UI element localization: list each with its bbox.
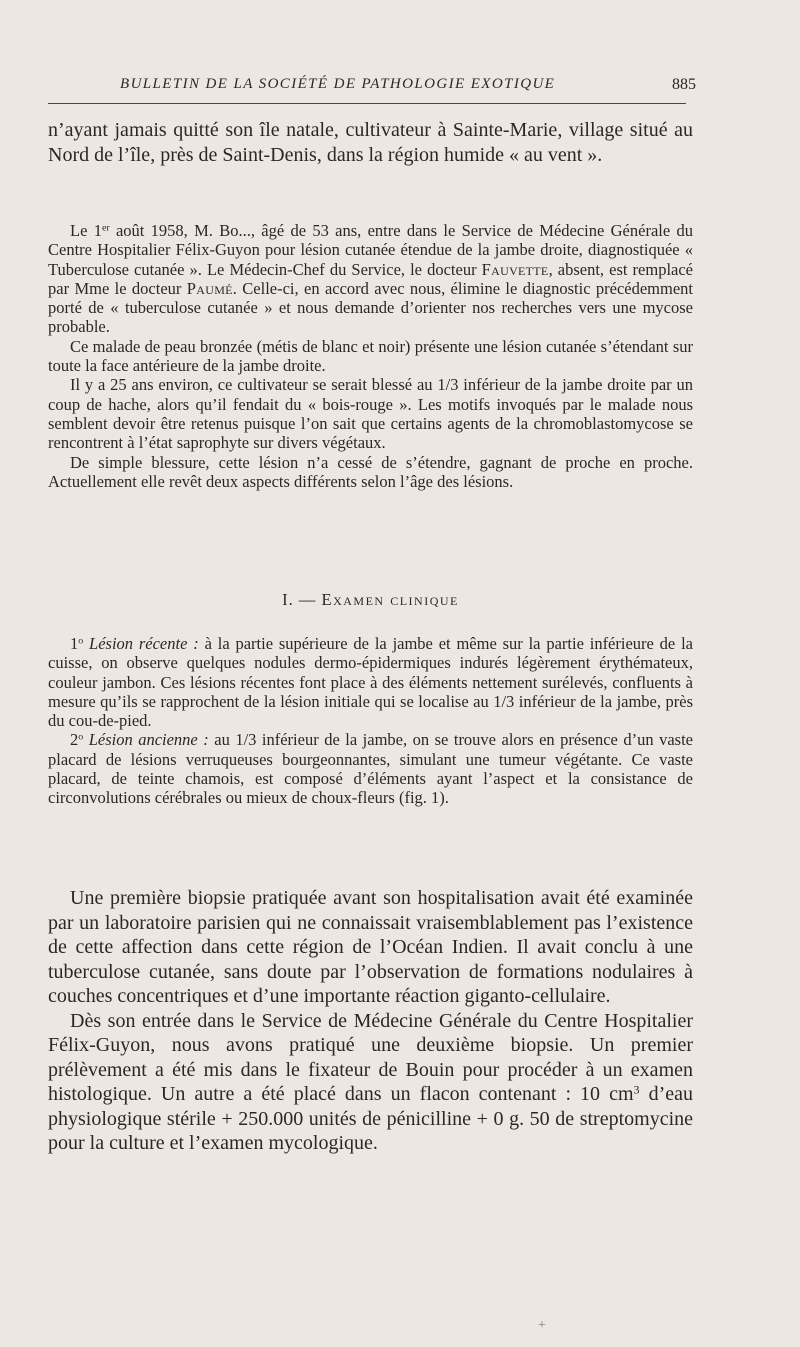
- page-number: 885: [672, 76, 696, 93]
- case-paragraph-4: De simple blessure, cette lésion n’a cessé de s’étendre, gagnant de proche en proche. Actuellement elle revêt deux aspects différents selon l’âge des lésions.: [48, 452, 693, 491]
- biopsy-paragraph-1: Une première biopsie pratiquée avant son hospitalisation avait été examinée par un laboratoire parisien qui ne connaissait vraisemblablement pas l’existence de cette affection dans cette région de l’Océan Indien. Il avait conclu à une tuberculose cutanée, sans doute par l’observation de formations nodulaires à couches concentriques et d’une importante réaction giganto-cellulaire.: [48, 887, 693, 1007]
- biopsy-paragraph-2: Dès son entrée dans le Service de Médecine Générale du Centre Hospitalier Félix-Guyon, nous avons pratiqué une deuxième biopsie. Un premier prélèvement a été mis dans le fixateur de Bouin pour procéder à un examen histologique. Un autre a été placé dans un flacon contenant : 10 $cm^3$ d’eau physiologique stérile + 250.000 unités de pénicilline + 0 g. 50 de streptomycine pour la culture et l’examen mycologique.: [48, 1009, 694, 1154]
- lesion-label: Lésion ancienne :: [88, 730, 209, 750]
- journal-title: BULLETIN DE LA SOCIÉTÉ DE PATHOLOGIE EXOTIQUE: [120, 76, 556, 92]
- clinical-exam: [48, 634, 693, 808]
- cubic-superscript: 3: [633, 1082, 640, 1097]
- case-description: [48, 221, 693, 491]
- section-heading: [48, 590, 693, 610]
- lesion-recent-paragraph: 1$^o$ Lésion récente : à la partie supérieure de la jambe et même sur la partie inférieure de la cuisse, on observe quelques nodules dermo-épidermiques indurés légèrement érythémateux, couleur jambon. Ces lésions récentes font place à des éléments nettement surélevés, confluents à mesure qu’ils se rapprochent de la lésion initiale qui se localise au 1/3 inférieur de la jambe, près du cou-de-pied.: [48, 634, 694, 731]
- header-rule: [48, 103, 686, 104]
- continuation-paragraph: [48, 118, 693, 167]
- lesion-label: Lésion récente :: [89, 634, 199, 653]
- case-paragraph-1: Le 1er août 1958, M. Bo..., âgé de 53 ans, entre dans le Service de Médecine Générale du Centre Hospitalier Félix-Guyon pour lésion cutanée étendue de la jambe droite, diagnostiquée « Tuberculose cutanée ». Le Médecin-Chef du Service, le docteur Fauvette, absent, est remplacé par Mme le docteur Paumé. Celle-ci, en accord avec nous, élimine le diagnostic précédemment porté de « tuberculose cutanée » et nous demande d’orienter nos recherches vers une mycose probable.: [48, 221, 694, 337]
- continuation-text: n’ayant jamais quitté son île natale, cultivateur à Sainte-Marie, village situé au Nord de l’île, près de Saint-Denis, dans la région humide « au vent ».: [48, 119, 693, 166]
- section-title: Examen clinique: [321, 590, 459, 609]
- case-paragraph-2: Ce malade de peau bronzée (métis de blanc et noir) présente une lésion cutanée s’étendant sur toute la face antérieure de la jambe droite.: [48, 336, 693, 376]
- biopsy-discussion: [48, 886, 693, 1156]
- lesion-old-paragraph: 2$^o$ Lésion ancienne : au 1/3 inférieur de la jambe, on se trouve alors en présence d’un vaste placard de lésions verruqueuses bourgeonnantes, simulant une tumeur végétante. Ce vaste placard, de teinte chamois, est composé d’éléments ayant l’aspect et la consistance de circonvolutions cérébrales ou mieux de choux-fleurs (fig. 1).: [48, 730, 694, 808]
- doctor-name: Fauvette: [481, 259, 549, 279]
- ordinal-superscript: er: [101, 222, 110, 234]
- case-paragraph-3: Il y a 25 ans environ, ce cultivateur se serait blessé au 1/3 inférieur de la jambe droite par un coup de hache, alors qu’il fendait du « bois-rouge ». Les motifs invoqués par le malade nous semblent devoir être retenus puisque l’on sait que certains agents de la chromoblastomycose se rencontrent à l’état saprophyte sur divers végétaux.: [48, 375, 693, 453]
- section-numeral: I. —: [282, 590, 322, 609]
- registration-mark: +: [538, 1318, 546, 1333]
- running-head: [48, 76, 700, 98]
- doctor-name: Paumé: [186, 278, 233, 298]
